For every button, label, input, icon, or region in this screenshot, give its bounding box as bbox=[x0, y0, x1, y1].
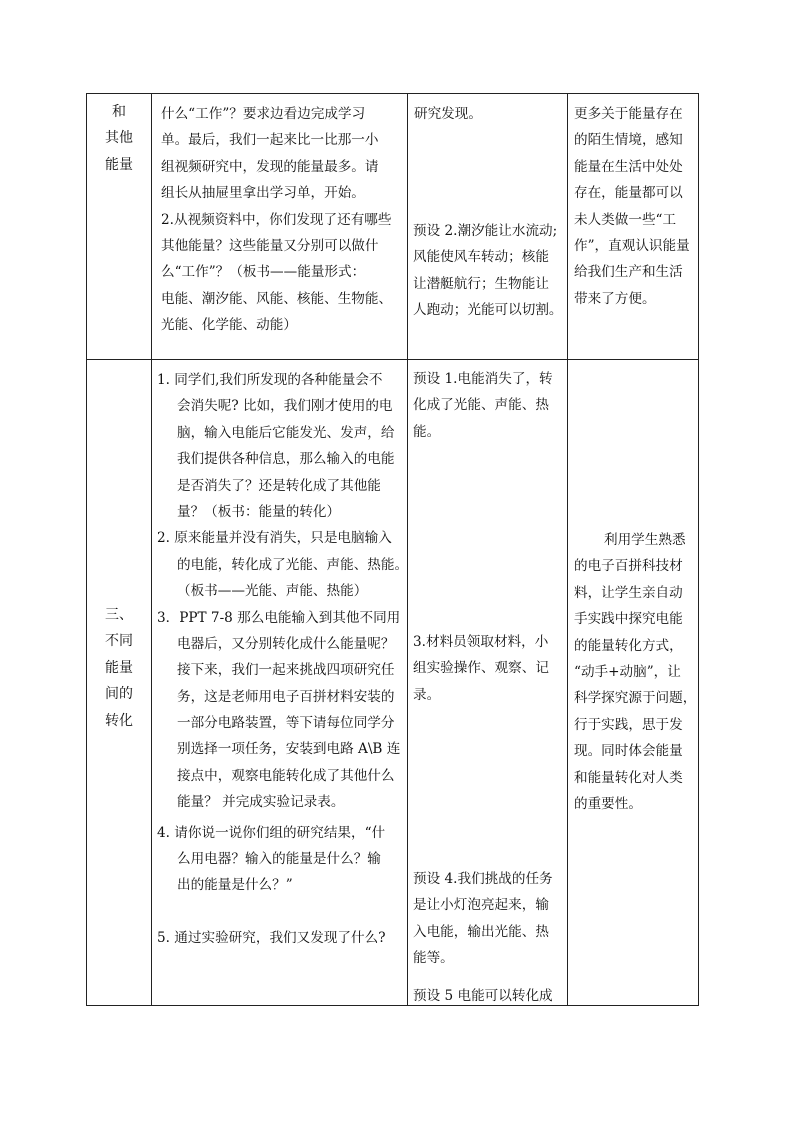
process-text: 电器后，又分别转化成什么能量呢？ bbox=[177, 635, 395, 652]
intent-text: 能量在生活中处处 bbox=[574, 158, 683, 175]
intent-text: 更多关于能量存在 bbox=[574, 106, 683, 122]
row-divider bbox=[87, 359, 698, 360]
stage-text: 间的 bbox=[105, 686, 133, 703]
process-text: 么用电器？输入的能量是什么？输 bbox=[177, 851, 381, 868]
intent-text: 现。同时体会能量 bbox=[574, 743, 683, 760]
process-text: 我们提供各种信息，那么输入的电能 bbox=[177, 451, 395, 468]
stage-text: 其他 bbox=[105, 130, 133, 147]
student-cell-2c bbox=[413, 866, 565, 972]
intent-text: 的重要性。 bbox=[574, 795, 642, 812]
stage-cell-1 bbox=[87, 99, 151, 178]
process-text: 务，这是老师用电子百拼材料安装的 bbox=[177, 688, 395, 705]
intent-text: 未人类做一些“工 bbox=[574, 211, 677, 228]
process-text: 组视频研究中，发现的能量最多。请 bbox=[161, 158, 379, 175]
process-text: 接点中，观察电能转化成了其他什么 bbox=[177, 767, 395, 784]
student-text: 风能使风车转动；核能 bbox=[413, 249, 549, 266]
intent-text: 带来了方便。 bbox=[574, 290, 656, 307]
column-divider bbox=[567, 94, 568, 1005]
intent-text: 料，让学生亲自动 bbox=[574, 584, 683, 601]
process-step-3 bbox=[157, 605, 405, 816]
student-text: 能等。 bbox=[413, 950, 454, 967]
process-text: 4. 请你说一说你们组的研究结果，“什 bbox=[157, 824, 386, 841]
process-text: 5. 通过实验研究，我们又发现了什么? bbox=[157, 929, 386, 946]
student-text: 是让小灯泡亮起来，输 bbox=[413, 897, 549, 914]
process-step-1 bbox=[157, 367, 405, 525]
process-text: 2.从视频资料中，你们发现了还有哪些 bbox=[161, 211, 392, 228]
stage-text: 能量 bbox=[105, 659, 133, 676]
process-text: 一部分电路装置，等下请每位同学分 bbox=[177, 715, 395, 732]
process-text: 量？（板书：能量的转化） bbox=[177, 503, 341, 520]
process-text: 电能、潮汐能、风能、核能、生物能、 bbox=[161, 290, 393, 307]
student-cell-2b bbox=[413, 629, 565, 708]
stage-text: 和 bbox=[112, 104, 126, 120]
student-text: 能。 bbox=[413, 423, 441, 440]
process-text: 是否消失了？还是转化成了其他能 bbox=[177, 477, 381, 494]
student-text: 预设 5 电能可以转化成 bbox=[413, 988, 553, 1004]
process-text: 脑，输入电能后它能发光、发声，给 bbox=[177, 424, 395, 441]
process-text: 单。最后，我们一起来比一比那一小 bbox=[161, 132, 379, 149]
process-text: 接下来，我们一起来挑战四项研究任 bbox=[177, 662, 395, 679]
process-text: 组长从抽屉里拿出学习单，开始。 bbox=[161, 185, 365, 202]
process-text: 的电能，转化成了光能、声能、热能。 bbox=[177, 556, 409, 573]
student-text: 预设 2.潮汐能让水流动; bbox=[413, 223, 558, 239]
student-text: 预设 1.电能消失了，转 bbox=[413, 371, 553, 387]
student-text: 研究发现。 bbox=[414, 106, 482, 122]
intent-text: 手实践中探究电能 bbox=[574, 611, 683, 628]
process-text: 光能、化学能、动能） bbox=[161, 317, 297, 334]
student-text: 预设 4.我们挑战的任务 bbox=[413, 871, 553, 887]
student-cell-2a bbox=[413, 366, 565, 445]
process-text: 2. 原来能量并没有消失，只是电脑输入 bbox=[157, 530, 392, 547]
process-cell-2 bbox=[157, 367, 409, 951]
stage-text: 转化 bbox=[105, 712, 133, 729]
column-divider bbox=[151, 94, 152, 1005]
process-text: 什么“工作”？要求边看边完成学习 bbox=[161, 106, 366, 122]
process-cell-1 bbox=[161, 101, 403, 339]
process-text: 出的能量是什么？” bbox=[177, 877, 293, 894]
intent-text: 的能量转化方式， bbox=[574, 637, 683, 654]
intent-text: 利用学生熟悉 bbox=[604, 532, 686, 548]
process-text: 1. 同学们,我们所发现的各种能量会不 bbox=[157, 372, 383, 388]
intent-text: 的电子百拼科技材 bbox=[574, 558, 683, 575]
intent-text: 存在，能量都可以 bbox=[574, 185, 683, 202]
column-divider bbox=[407, 94, 408, 1005]
intent-text: 科学探究源于问题， bbox=[574, 690, 697, 707]
student-text: 人跑动；光能可以切割。 bbox=[413, 302, 563, 319]
student-text: 3.材料员领取材料，小 bbox=[413, 634, 549, 650]
student-text: 入电能，输出光能、热 bbox=[413, 923, 549, 940]
process-text: 其他能量？这些能量又分别可以做什 bbox=[161, 237, 379, 254]
intent-text: 行于实践，思于发 bbox=[574, 716, 683, 733]
intent-text: 给我们生产和生活 bbox=[574, 264, 683, 281]
intent-text: 的陌生情境，感知 bbox=[574, 132, 683, 149]
stage-text: 不同 bbox=[105, 633, 133, 650]
student-cell-1 bbox=[414, 101, 564, 127]
process-text: 别选择一项任务，安装到电路 A\B 连 bbox=[177, 741, 401, 758]
process-text: 能量？ 并完成实验记录表。 bbox=[177, 794, 345, 811]
process-text: 会消失呢? 比如，我们刚才使用的电 bbox=[177, 398, 393, 415]
intent-text: 作”，直观认识能量 bbox=[574, 237, 690, 254]
process-step-4 bbox=[157, 820, 405, 899]
process-text: （板书——光能、声能、热能） bbox=[177, 583, 368, 600]
stage-text: 三、 bbox=[105, 607, 133, 623]
process-step-5 bbox=[157, 925, 405, 951]
process-text: 么“工作”？（板书——能量形式： bbox=[161, 264, 366, 281]
intent-text: “动手+动脑”，让 bbox=[574, 663, 681, 680]
student-cell-1b bbox=[413, 218, 565, 324]
student-text: 录。 bbox=[413, 686, 441, 703]
student-cell-2d bbox=[413, 983, 565, 1009]
process-step-2 bbox=[157, 525, 409, 604]
stage-cell-2 bbox=[87, 602, 151, 734]
intent-cell-2 bbox=[574, 527, 698, 817]
intent-text: 和能量转化对人类 bbox=[574, 769, 683, 786]
student-text: 组实验操作、观察、记 bbox=[413, 660, 549, 677]
stage-text: 能量 bbox=[105, 156, 133, 173]
intent-cell-1 bbox=[574, 101, 698, 312]
student-text: 化成了光能、声能、热 bbox=[413, 397, 549, 414]
process-text: 3．PPT 7-8 那么电能输入到其他不同用 bbox=[157, 609, 401, 626]
student-text: 让潜艇航行；生物能让 bbox=[413, 275, 549, 292]
lesson-plan-table bbox=[86, 93, 699, 1006]
